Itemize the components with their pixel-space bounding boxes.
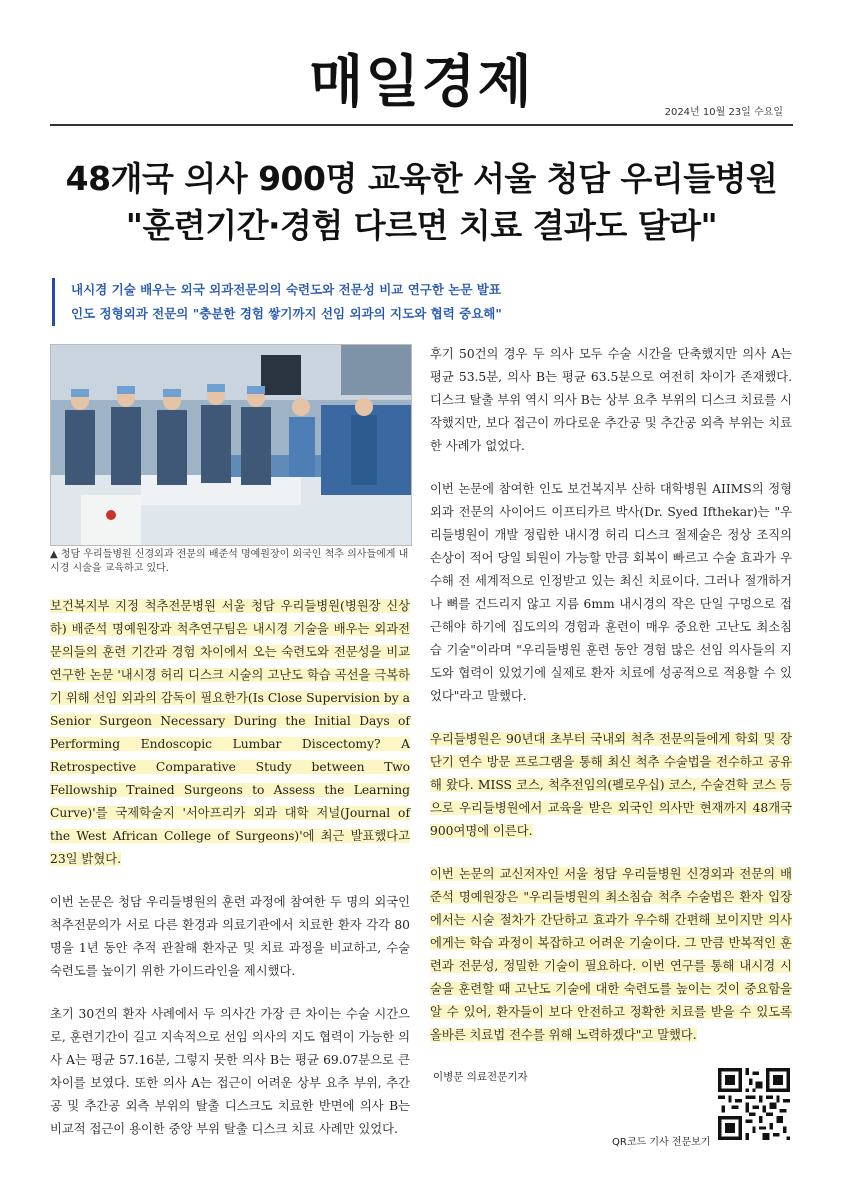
masthead-logo: 매일경제 [309, 50, 534, 115]
surgery-photo [50, 344, 412, 546]
qr-code-icon [718, 1068, 790, 1140]
qr-label: QR코드 기사 전문보기 [612, 1137, 711, 1148]
surgery-photo-illustration [51, 345, 411, 545]
masthead-divider [50, 124, 793, 126]
photo-caption: ▲ 청담 우리들병원 신경외과 전문의 배준석 명예원장이 외국인 척추 의사들에게 내시경 시술을 교육하고 있다. [50, 549, 409, 574]
paragraph [430, 728, 792, 843]
subheading-2: 인도 정형외과 전문의 "충분한 경험 쌓기까지 선임 외과의 지도와 협력 중요해" [71, 306, 502, 321]
paragraph [50, 595, 410, 871]
highlighted-text: 보건복지부 지정 척추전문병원 서울 청담 우리들병원(병원장 신상하) 배준석 명예원장과 척추연구팀은 내시경 기술을 배우는 외과전문의들의 훈련 기간과 경험 차이에서 오는 숙련도와 전문성을 비교 연구한 논문 '내시경 허리 디스크 시술의 고난도 학습 곡선을 극복하기 위해 선임 외과의 감독이 필요한가(Is Close Supervision by a Senior Surgeon Necessary During the Initial Days of Performing Endoscopic Lumbar Discectomy? A Retrospective Comparative Study between Two Fellowship Trained Surgeons to Assess the Learning Curve)'를 국제학술지 '서아프리카 외과 대학 저널(Journal of the West African College of Surgeons)'에 최근 발표했다고 23일 밝혔다. [50, 599, 410, 866]
paragraph: 초기 30건의 환자 사례에서 두 의사간 가장 큰 차이는 수술 시간으로, 훈련기간이 길고 지속적으로 선임 의사의 지도 협력이 가능한 의사 A는 평균 57.16분, 그렇지 못한 의사 B는 평균 69.07분으로 큰 차이를 보였다. 또한 의사 A는 접근이 어려운 상부 요추 부위, 추간공 및 추간공 외측 부위의 탈출 디스크도 치료한 반면에 의사 B는 비교적 접근이 용이한 중앙 부위 탈출 디스크 치료 사례만 있었다. [50, 1007, 410, 1136]
byline: 이병문 의료전문기자 [433, 1071, 528, 1083]
paragraph: 이번 논문은 청담 우리들병원의 훈련 과정에 참여한 두 명의 외국인 척추전문의가 서로 다른 환경과 의료기관에서 치료한 환자 각각 80명을 1년 동안 추적 관찰해 환자군 및 치료 과정을 비교하고, 수술 숙련도를 높이기 위한 가이드라인을 제시했다. [50, 895, 410, 978]
headline [20, 155, 823, 249]
subheading-1: 내시경 기술 배우는 외국 외과전문의의 숙련도와 전문성 비교 연구한 논문 발표 [71, 282, 501, 297]
paragraph: 후기 50건의 경우 두 의사 모두 수술 시간을 단축했지만 의사 A는 평균 53.5분, 의사 B는 평균 63.5분으로 여전히 차이가 존재했다. 디스크 탈출 부위 역시 의사 B는 상부 요추 부위의 디스크 치료를 시작했지만, 보다 접근이 까다로운 추간공 및 추간공 외측 부위는 치료한 사례가 없었다. [430, 347, 792, 453]
paragraph [430, 863, 792, 1047]
issue-date: 2024년 10월 23일 수요일 [664, 107, 783, 118]
paragraph: 이번 논문에 참여한 인도 보건복지부 산하 대학병원 AIIMS의 정형외과 전문의 사이어드 이프티카르 박사(Dr. Syed Ifthekar)는 "우리들병원이 개발 정립한 내시경 허리 디스크 절제술은 정상 조직의 손상이 적어 당일 퇴원이 가능할 만큼 회복이 빠르고 수술 효과가 우수해 전 세계적으로 인정받고 있는 최신 치료이다. 그러나 절개하거나 뼈를 건드리지 않고 지름 6mm 내시경의 작은 단일 구멍으로 접근해야 하기에 집도의의 경험과 훈련이 매우 중요한 고난도 최소침습 기술"이라며 "우리들병원 훈련 동안 경험 많은 선임 의사들의 지도와 협력이 있었기에 실제로 환자 치료에 성공적으로 적용할 수 있었다"라고 말했다. [430, 482, 792, 703]
headline-line-2: "훈련기간·경험 다르면 치료 결과도 달라" [125, 206, 718, 245]
article-column-left [50, 595, 410, 1161]
headline-line-1: 48개국 의사 900명 교육한 서울 청담 우리들병원 [65, 159, 778, 198]
highlighted-text: 우리들병원은 90년대 초부터 국내외 척추 전문의들에게 학회 및 장단기 연수 방문 프로그램을 통해 최신 척추 수술법을 전수하고 공유해 왔다. MISS 코스, 척추전임의(펠로우십) 코스, 수술견학 코스 등으로 우리들병원에서 교육을 받은 외국인 의사만 현재까지 48개국 900여명에 이른다. [430, 732, 792, 838]
article-column-right [430, 343, 792, 1067]
highlighted-text: 이번 논문의 교신저자인 서울 청담 우리들병원 신경외과 전문의 배준석 명예원장은 "우리들병원의 최소침습 척추 수술법은 환자 입장에서는 시술 절차가 간단하고 효과가 우수해 간편해 보이지만 의사에게는 학습 과정이 복잡하고 어려운 기술이다. 그 만큼 반복적인 훈련과 전문성, 정밀한 기술이 필요하다. 이번 연구를 통해 내시경 시술을 훈련할 때 고난도 기술에 대한 숙련도를 높이는 것이 중요함을 알 수 있어, 환자들이 보다 안전하고 정확한 치료를 받을 수 있도록 올바른 치료법 전수를 위해 노력하겠다"고 말했다. [430, 867, 792, 1042]
qr-code[interactable] [718, 1068, 790, 1140]
subheadings [52, 278, 502, 326]
